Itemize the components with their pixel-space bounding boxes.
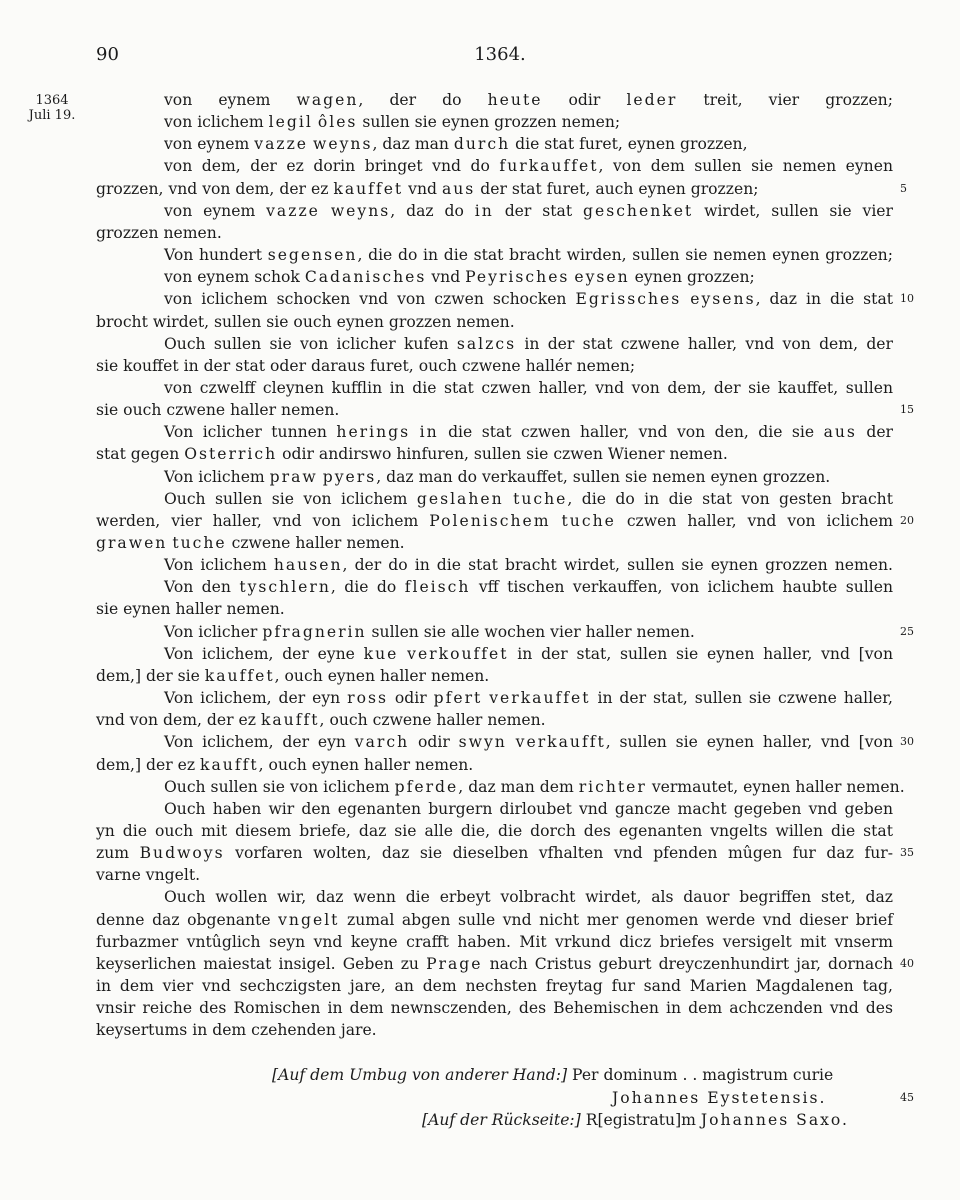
text-run: [398, 645, 407, 663]
spaced-term: Budwoys: [139, 844, 225, 863]
line-number: 45: [900, 1091, 914, 1104]
spaced-term: Cadanisches: [304, 268, 427, 287]
endorsement-signer: [612, 1087, 932, 1109]
text-run: , die do: [330, 578, 405, 597]
text-line: [96, 311, 893, 333]
text-line: [96, 931, 893, 953]
text-run: sullen sie alle wochen vier haller nemen.: [366, 622, 695, 641]
text-run: vnd von dem, der ez: [96, 711, 261, 730]
text-run: Von den: [164, 578, 240, 597]
text-line: [96, 598, 893, 620]
spaced-term: durch: [453, 135, 511, 154]
text-line: [96, 909, 893, 931]
spaced-term: kue: [363, 644, 399, 663]
spaced-term: pfert: [433, 689, 483, 708]
spaced-term: verkauffet: [489, 689, 591, 708]
text-run: nach Cristus geburt dreyczenhundirt jar, dornach: [482, 954, 893, 973]
text-run: [504, 490, 513, 508]
text-run: in dem vier vnd sechczigsten jare, an dem nechsten freytag fur sand Marien Magdalenen tag,: [96, 977, 893, 995]
spaced-term: weyns: [313, 135, 373, 154]
text-run: dem,] der sie: [96, 666, 205, 685]
line-number: 15: [900, 403, 914, 417]
text-run: , der do in die stat bracht wirdet, sullen sie eynen grozzen nemen.: [342, 556, 893, 575]
text-run: Von hundert: [164, 246, 268, 265]
spaced-term: segensen: [267, 246, 358, 265]
spaced-term: ôles: [317, 113, 358, 132]
text-run: grozzen, vnd von dem, der ez: [96, 179, 334, 198]
text-run: , daz man do verkauffet, sullen sie nemen eynen grozzen.: [376, 467, 831, 486]
text-run: zum: [96, 844, 140, 863]
text-run: yn die ouch mit diesem briefe, daz sie alle die, die dorch des egenanten vngelts willen die stat: [96, 821, 893, 840]
text-run: varne vngelt.: [96, 866, 201, 885]
text-line: [96, 953, 893, 975]
text-line: [96, 709, 893, 731]
text-run: wirdet, sullen sie vier: [693, 201, 893, 220]
spaced-term: vngelt: [278, 910, 340, 929]
text-run: keyserlichen maiestat insigel. Geben zu: [96, 954, 427, 973]
text-run: von eynem: [164, 135, 255, 154]
spaced-term: geslahen: [416, 489, 504, 508]
spaced-term: swyn: [458, 733, 507, 752]
spaced-term: furkauffet: [499, 157, 599, 176]
text-run: eynen grozzen;: [629, 268, 755, 287]
line-number: 35: [900, 846, 914, 860]
text-run: furbazmer vntûglich seyn vnd keyne crafft haben. Mit vrkund dicz briefes versigelt mit vnserm: [96, 932, 893, 951]
spaced-term: Prage: [426, 954, 483, 973]
reverse-label: [Auf der Rückseite:]: [422, 1111, 581, 1129]
text-run: Ouch sullen sie von iclichem: [164, 777, 395, 796]
margin-year: 1364: [35, 93, 69, 108]
text-line: [96, 997, 893, 1019]
text-run: brocht wirdet, sullen sie ouch eynen grozzen nemen.: [96, 312, 515, 331]
spaced-term: herings: [336, 423, 411, 442]
text-run: Von iclichem, der eyn: [164, 689, 348, 708]
text-run: vnd: [426, 268, 466, 287]
text-run: odir: [387, 689, 434, 708]
text-line: [96, 222, 893, 244]
text-line: [96, 665, 893, 687]
endorsement-text: Per dominum . . magistrum curie: [567, 1066, 834, 1084]
line-number: 40: [900, 956, 914, 970]
spaced-term: tyschlern: [239, 578, 331, 597]
text-line: [96, 355, 893, 377]
text-run: Ouch sullen sie von iclicher kufen: [164, 334, 457, 353]
text-run: vermautet, eynen haller nemen.: [646, 777, 905, 796]
text-run: , die do in die stat bracht wirden, sullen sie nemen eynen grozzen;: [357, 246, 893, 265]
text-run: der stat furet, auch eynen grozzen;: [475, 179, 759, 198]
text-run: sie ouch czwene haller nemen.: [96, 401, 340, 420]
registrar-name: Johannes Saxo.: [700, 1111, 850, 1129]
text-run: in der stat czwene haller, vnd von dem, der: [516, 334, 893, 353]
page-year-header: 1364.: [474, 44, 526, 65]
spaced-term: heute: [487, 91, 543, 109]
spaced-term: geschenket: [582, 201, 694, 220]
text-line: [96, 399, 893, 421]
text-run: [410, 423, 419, 441]
text-line: [164, 621, 893, 643]
text-run: keysertums in dem czehenden jare.: [96, 1021, 377, 1040]
text-run: vff tischen verkauffen, von iclichem haubte sullen: [470, 578, 893, 597]
text-run: von eynem: [164, 91, 297, 109]
spaced-term: fleisch: [404, 578, 471, 597]
text-run: , daz man: [372, 135, 454, 154]
spaced-term: in: [419, 423, 439, 442]
text-line: [96, 864, 893, 886]
reverse-text: R[egistratu]m: [580, 1111, 701, 1129]
text-run: , die do in die stat von gesten bracht: [567, 489, 893, 508]
spaced-term: weyns: [330, 201, 391, 220]
text-line: [164, 798, 893, 820]
spaced-term: salzcs: [456, 334, 517, 353]
page-number: 90: [96, 44, 119, 65]
text-run: , daz in die stat: [755, 290, 894, 309]
text-run: odir: [409, 733, 459, 752]
text-run: sie kouffet in der stat oder daraus furet, ouch czwene hallér nemen;: [96, 356, 636, 375]
text-run: Von iclichem, der eyn: [164, 733, 355, 752]
line-number: 10: [900, 292, 914, 306]
text-line: [96, 820, 893, 842]
text-line: [164, 886, 893, 908]
text-run: in der stat, sullen sie czwene haller,: [590, 689, 893, 708]
text-run: dem,] der ez: [96, 755, 201, 774]
spaced-term: tuche: [561, 511, 616, 530]
text-run: von dem, der ez dorin bringet vnd do: [164, 157, 500, 176]
text-run: , der do: [358, 91, 488, 109]
text-line: [164, 576, 893, 598]
text-line: [164, 133, 893, 155]
spaced-term: kaufft: [200, 755, 259, 774]
spaced-term: eysen: [574, 268, 630, 287]
spaced-term: Egrissches: [575, 290, 682, 309]
text-run: grozzen nemen.: [96, 223, 222, 242]
text-run: [681, 290, 690, 308]
spaced-term: kaufft: [260, 711, 320, 730]
spaced-term: Osterrich: [184, 445, 278, 464]
signer-name: Johannes Eystetensis.: [612, 1089, 827, 1107]
text-run: vnd: [403, 179, 442, 198]
text-line: [164, 244, 893, 266]
margin-day: Juli 19.: [28, 108, 76, 123]
endorsement-label: [Auf dem Umbug von anderer Hand:]: [272, 1066, 568, 1084]
text-run: , von dem sullen sie nemen eynen: [598, 157, 893, 176]
text-line: [164, 466, 893, 488]
text-run: Von iclichem: [164, 467, 270, 486]
text-line: [96, 842, 893, 864]
text-line: [164, 421, 893, 443]
line-number: 20: [900, 513, 914, 527]
text-run: , daz do: [390, 201, 475, 220]
text-run: von czwelff cleynen kufflin in die stat czwen haller, vnd von dem, der sie kauffet, sullen: [164, 378, 893, 397]
text-line: [164, 776, 905, 798]
spaced-term: varch: [354, 733, 410, 752]
text-line: [164, 377, 893, 399]
text-run: odir andirswo hinfuren, sullen sie czwen Wiener nemen.: [277, 445, 728, 464]
text-run: , sullen sie eynen haller, vnd [von: [605, 733, 893, 752]
spaced-term: Polenischem: [429, 511, 551, 530]
text-run: , daz man dem: [458, 777, 579, 796]
text-run: von eynem schok: [164, 268, 305, 287]
text-run: , ouch czwene haller nemen.: [319, 711, 546, 730]
text-line: [164, 488, 893, 510]
text-run: czwen haller, vnd von iclichem: [615, 511, 894, 530]
text-line: [164, 89, 893, 111]
text-line: [96, 443, 893, 465]
spaced-term: legil: [268, 113, 313, 132]
text-run: von iclichem: [164, 113, 269, 132]
spaced-term: aus: [823, 423, 857, 442]
margin-date: [22, 93, 82, 123]
text-line: [96, 510, 893, 532]
spaced-term: leder: [626, 91, 678, 109]
text-run: von eynem: [164, 201, 267, 220]
text-run: die stat czwen haller, vnd von den, die sie: [438, 423, 824, 442]
text-line: [164, 111, 893, 133]
text-run: Von iclichem, der eyne: [164, 644, 364, 663]
spaced-term: tuche: [172, 534, 227, 552]
text-line: [164, 687, 893, 709]
text-run: Ouch haben wir den egenanten burgern dirloubet vnd gancze macht gegeben vnd geben: [164, 799, 893, 818]
spaced-term: hausen: [273, 556, 343, 575]
text-run: vnsir reiche des Romischen in dem newnsczenden, des Behemischen in dem achczenden vnd des: [96, 999, 893, 1018]
text-run: , ouch eynen haller nemen.: [258, 755, 474, 774]
text-line: [164, 643, 893, 665]
endorsement-note: [272, 1064, 892, 1086]
text-run: von iclichem schocken vnd von czwen schocken: [164, 290, 576, 309]
text-run: der stat: [493, 201, 583, 220]
spaced-term: aus: [441, 179, 476, 198]
text-run: zumal abgen sulle vnd nicht mer genomen werde vnd dieser brief: [339, 910, 894, 929]
text-line: [96, 754, 893, 776]
text-run: der: [856, 423, 894, 442]
text-run: Von iclichem: [164, 556, 274, 575]
text-run: [507, 733, 516, 751]
text-run: treit, vier grozzen;: [677, 91, 893, 109]
line-number: 5: [900, 181, 907, 195]
text-run: Von iclicher tunnen: [164, 423, 337, 442]
text-line: [96, 1019, 893, 1041]
text-line: [164, 731, 893, 753]
text-line: [164, 288, 893, 310]
spaced-term: in: [474, 201, 494, 220]
text-line: [96, 178, 893, 200]
text-run: sie eynen haller nemen.: [96, 600, 285, 619]
spaced-term: Peyrisches: [465, 268, 570, 287]
text-line: [164, 333, 893, 355]
spaced-term: eysens: [690, 290, 756, 309]
text-run: Von iclicher: [164, 622, 263, 641]
text-line: [164, 155, 893, 177]
line-number: 25: [900, 624, 914, 638]
spaced-term: pyers: [322, 467, 377, 486]
text-run: stat gegen: [96, 445, 185, 464]
spaced-term: praw: [269, 467, 318, 486]
spaced-term: ross: [347, 689, 388, 708]
spaced-term: wagen: [296, 91, 359, 109]
text-line: [164, 554, 893, 576]
spaced-term: kauffet: [204, 666, 275, 685]
spaced-term: vazze: [254, 135, 309, 154]
text-line: [96, 532, 893, 554]
spaced-term: tuche: [513, 489, 568, 508]
spaced-term: verkaufft: [515, 733, 606, 752]
text-run: in der stat, sullen sie eynen haller, vnd [von: [508, 644, 893, 663]
spaced-term: verkouffet: [407, 644, 509, 663]
spaced-term: kauffet: [333, 179, 404, 198]
text-run: werden, vier haller, vnd von iclichem: [96, 511, 430, 530]
text-run: , ouch eynen haller nemen.: [274, 666, 490, 685]
text-line: [96, 975, 893, 997]
spaced-term: richter: [578, 777, 647, 796]
text-run: sullen sie eynen grozzen nemen;: [357, 113, 621, 132]
text-run: Ouch wollen wir, daz wenn die erbeyt volbracht wirdet, als dauor begriffen stet, daz: [164, 888, 893, 907]
spaced-term: pfragnerin: [262, 622, 367, 641]
text-run: denne daz obgenante: [96, 910, 279, 929]
line-number: 30: [900, 735, 914, 749]
text-run: [320, 202, 331, 220]
spaced-term: grawen: [96, 534, 168, 552]
text-run: [551, 512, 562, 530]
text-run: die stat furet, eynen grozzen,: [510, 135, 748, 154]
text-run: odir: [542, 91, 627, 109]
text-line: [164, 200, 893, 222]
text-line: [164, 266, 893, 288]
spaced-term: pferde: [394, 777, 459, 796]
reverse-note: [422, 1109, 902, 1131]
spaced-term: vazze: [266, 201, 320, 220]
text-run: czwene haller nemen.: [226, 534, 405, 552]
text-run: Ouch sullen sie von iclichem: [164, 489, 417, 508]
text-run: vorfaren wolten, daz sie dieselben vfhalten vnd pfenden mûgen fur daz fur-: [224, 844, 893, 863]
